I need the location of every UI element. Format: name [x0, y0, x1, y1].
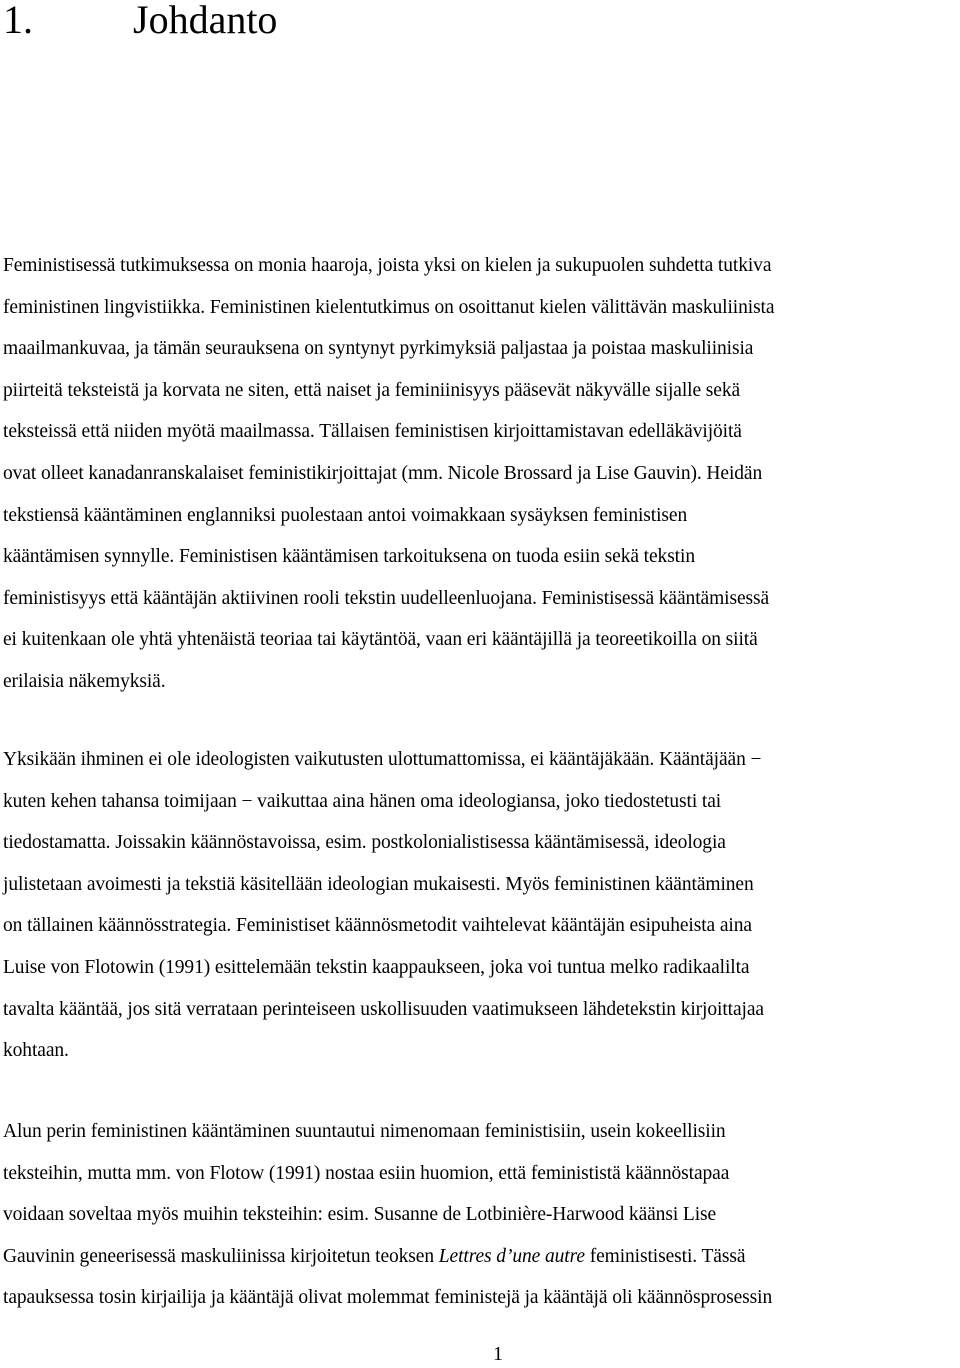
text-line: ei kuitenkaan ole yhtä yhtenäistä teoriaa tai käytäntöä, vaan eri kääntäjillä ja teoreetikoilla on siitä [3, 629, 758, 651]
text-run: feministisesti. Tässä [584, 1245, 746, 1267]
text-line: tiedostamatta. Joissakin käännöstavoissa, esim. postkolonialistisessa kääntämisessä, ideologia [3, 832, 726, 854]
page-number: 1 [493, 1343, 503, 1365]
paragraph-1 [3, 245, 959, 703]
text-line: Alun perin feministinen kääntäminen suuntautui nimenomaan feministisiin, usein kokeellisiin [3, 1121, 726, 1142]
text-line: tapauksessa tosin kirjailija ja kääntäjä olivat molemmat feministejä ja kääntäjä oli käännösprosessin [3, 1287, 773, 1309]
text-line: Luise von Flotowin (1991) esittelemään tekstin kaappaukseen, joka voi tuntua melko radikaalilta [3, 956, 750, 978]
chapter-title: Johdanto [133, 0, 278, 42]
text-line: kohtaan. [3, 1040, 69, 1062]
text-line: maailmankuvaa, ja tämän seurauksena on syntynyt pyrkimyksiä paljastaa ja poistaa maskuliinisia [3, 338, 754, 360]
book-title: Lettres d’une autre [438, 1245, 585, 1267]
text-line: on tällainen käännösstrategia. Feministiset käännösmetodit vaihtelevat kääntäjän esipuheista aina [3, 915, 752, 937]
paragraph-3 [3, 1111, 959, 1319]
text-line: voidaan soveltaa myös muihin teksteihin: esim. Susanne de Lotbinière-Harwood käänsi Lise [3, 1204, 717, 1226]
text-line: feministisyys että kääntäjän aktiivinen rooli tekstin uudelleenluojana. Feministisessä kääntämisessä [3, 587, 770, 609]
paragraph-2 [3, 739, 959, 1072]
text-line: kääntämisen synnylle. Feministisen kääntämisen tarkoituksena on tuoda esiin sekä tekstin [3, 546, 695, 568]
chapter-heading [3, 0, 277, 46]
text-line: teksteissä että niiden myötä maailmassa. Tällaisen feministisen kirjoittamistavan edelläkävijöitä [3, 421, 742, 443]
text-line-with-title [3, 1236, 959, 1278]
text-run: Gauvinin geneerisessä maskuliinissa kirjoitetun teoksen [3, 1245, 439, 1267]
text-line: erilaisia näkemyksiä. [3, 670, 166, 692]
text-line: piirteitä teksteistä ja korvata ne siten, että naiset ja feminiinisyys pääsevät näkyvälle sijalle sekä [3, 379, 741, 401]
chapter-number: 1. [3, 0, 33, 42]
text-line: teksteihin, mutta mm. von Flotow (1991) nostaa esiin huomion, että feminististä käännöstapaa [3, 1162, 730, 1184]
text-line: ovat olleet kanadanranskalaiset feministikirjoittajat (mm. Nicole Brossard ja Lise Gauvin). Heidän [3, 462, 763, 484]
text-line: Feministisessä tutkimuksessa on monia haaroja, joista yksi on kielen ja sukupuolen suhdetta tutkiva [3, 255, 772, 276]
text-line: feministinen lingvistiikka. Feministinen kielentutkimus on osoittanut kielen välittävän maskuliinista [3, 296, 775, 318]
text-line: Yksikään ihminen ei ole ideologisten vaikutusten ulottumattomissa, ei kääntäjäkään. Kääntäjään − [3, 749, 762, 770]
text-line: tavalta kääntää, jos sitä verrataan perinteiseen uskollisuuden vaatimukseen lähdetekstin kirjoittajaa [3, 998, 764, 1020]
text-line: tekstiensä kääntäminen englanniksi puolestaan antoi voimakkaan sysäyksen feministisen [3, 504, 688, 526]
text-line: kuten kehen tahansa toimijaan − vaikuttaa aina hänen oma ideologiansa, joko tiedostetusti tai [3, 790, 722, 812]
text-line: julistetaan avoimesti ja tekstiä käsitellään ideologian mukaisesti. Myös feministinen kääntäminen [3, 873, 754, 895]
